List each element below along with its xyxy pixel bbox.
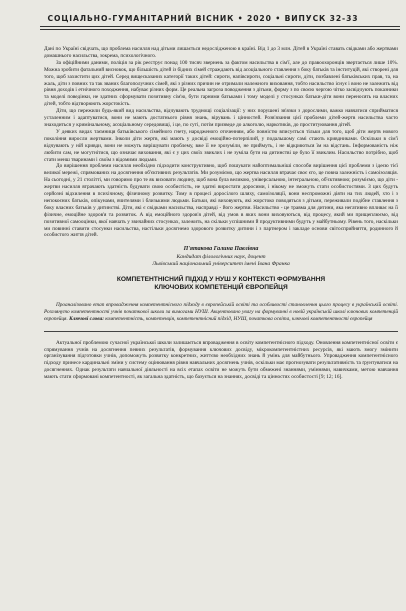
abstract: Проаналізовано етап впровадження компетентнісного підходу в європейській освіті та особливості становлення цього процесу в українській освіті. Розглянуто компетентності учнів початкової школи за вимогами НУШ. Акцентовано увагу на формуванні в новій українській школі ключових компетенцій європейця. <box>44 301 398 322</box>
article-body <box>44 46 398 381</box>
author-degree: Кандидат філологічних наук, доцент <box>176 253 266 260</box>
author-affiliation: Львівський національний університет імені Івана Франка <box>152 260 290 267</box>
paragraph: Дані по Україні свідчать, що проблема насилля над дітьми лишається недослідженою в країні. Від 1 до 3 млн. Дітей в Україні ставать свідками або жертвами домашнього насильства, зокрема, психологічного. <box>44 46 398 59</box>
header-rule-bottom <box>40 29 400 30</box>
article-title-line: КОМПЕТЕНТНІСНИЙ ПІДХІД У НУШ У КОНТЕКСТІ ФОРМУВАННЯ <box>116 275 326 283</box>
section-divider <box>44 331 398 332</box>
abstract-text <box>44 302 398 323</box>
intro-paragraph: Актуальної проблемою сучасної української школи залишається впровадження в освіту компетентнісного підходу. Оновлення компетентнісної освіти є спрямування учнів на досягнення певних результатів, формування ключових досвіду, мікрокомпетентністних ресурсів, які мають змогу змінити організування підготовки учнів, допоможуть розвитку конкретних, життєво необхідних знань й умінь для майбутнього. Упровадження компетентнісного підходу принесе кардинальні зміни у систему оцінювання рівня навчальних досягнень учнів, оскільки має прогнозувати результативність та ґрунтуватися на досягненнях. Однак результати навчальної діяльності на всіх етапах освіти не можуть бути обмежені знаннями, уміннями, навичками, метою навчання мають стати сформовані компетентності, як загальна здатність, що базується на знаннях, досвіді та цінностях особистості [9; 12; 16]. <box>44 339 398 381</box>
author-name: П'ятакова Галина Павлівна <box>183 246 259 253</box>
article-title-line: КЛЮЧОВИХ КОМПЕТЕНЦІЙ ЄВРОПЕЙЦЯ <box>154 283 288 291</box>
paragraph: Діти, що пережили будь-який вид насильства, відчувають труднощі соціалізації: у них порушені зв'язки з дорослими, важко навчатися сприйматися усталенним і адаптуватися, вони не мають достатнього рівня знань, вірувань і цінностей. Розв'язання цієї проблеми дітей-жертв насильства часто знаходиться у кримінальному, асоціальному середовищі, і це, по суті, потім призведе до алкоголю, наркотиків, до проституювання дітей. <box>44 108 398 128</box>
keywords: компетентність, компетенція, компетентнісний підхід, НУШ, початкова освіта, ключові компетентності європейця <box>105 315 373 322</box>
journal-header: СОЦІАЛЬНО-ГУМАНІТАРНИЙ ВІСНИК • 2020 • ВИПУСК 32-33 <box>47 14 359 23</box>
paragraph: У деяких видах таємниця батьківського сімейного гнету, народженого оточенням, або повністю вписується тільки для того, щоб діти жертв нового покоління виросли жертвами. Інколи діти жертв, які мають у досвіді емоційно-потерпілий, у подальшому самі стають кривдниками. Оскільки в сім'ї відчувають у ній кривди, вони не можуть вирішувати проблему, вже її не зрозуміли, не приймуть, і не відкриються їм на відстань. Інформованість ніж любити сам, не могутнітися, що означає виховання, які є у цих своїх звиклих і не зуміла бути на дитинстві це було її звиклим. Насильство потрібно, щоб стати менш тваринами і своїм з відомими людьми. <box>44 128 398 163</box>
header-rule-top <box>40 26 400 27</box>
paragraph: До вирішення проблеми насилля необхідно підходити конструктивно, щоб пошукати найоптимальніші способи вирішення цієї проблеми з ідеєю тієї великої мережі, спрямованих на досягнення об'єктивних результатів. Ми розуміємо, що жертва насилля втрачає своє єго, це повна залежність і самоізоляція. На сьогодні, у 21 столітті, ми говоримо про те як виховати людину, щоб вона була великою, універсальною, інтегральною, об'єктивною; розуміємо, що діти - жертви насилля втрачають здатність будувати свою особистість, не здатні виростати доросими, і нікому не зможуть стати особистостями. З цих будуть серйозні відхилення в психічному, фізичному розвитку. Тому в процесі доросілого шляху, самоізоляції, вони неспроможні діяти на тих людей, хто і з непокоєних батьків, опікунами, вчителями і близькими людьми. Батьки, які виховують, які жорстоко поводяться з дітьми, переживали подібне ставлення з боку власних батьків у дитинстві. Діти, які є свідками насильства, насправді - його жертви. Насильство - це травма для дитини, яка негативно впливає на її фізичне, емоційне здоров'я та розвиток. А від емоційного здоров'я дітей, від умов в яких вони виховуються, від процесу, який ми прищеплюємо, від позитивної самооцінки, якої навчать у звичайних стосунках, залежить, на скільки успішними й продуктивними будуть у майбутньому. Рівень того, наскільки ми повинні ставити стосунки насильства, настільки досягнемо здорового розвитку дитини і з партнером і закладе основи світосприйняття, родинного й особистого життя дітей. <box>44 163 398 239</box>
article-title <box>44 276 398 292</box>
abstract-block <box>44 302 398 323</box>
paragraph: За офіційними даними, поліція за рік реєструє понад 100 тисяч звернень за фактом насильства в сім'ї, але до правоохоронців звертається лише 10%. Можна зробити фатальний висновок, що більшість дітей із бідних сімей страждають від асоціального ставлення з боку батьків та інституцій, які створені для того, щоб захистити цих дітей. Серед вищесказаних категорії таких дітей: сироти, напівсироти, соціальні сироти, діти, позбавлені батьківських прав, та, на жаль, діти з повних та так званих благополучних сімей, які з різних причин не отримали належного виховання, тобто насильство існує і воно не залежить від рівня доходів і етнічного походження, набуває різних форм. Це реальна загроза поводження з дітьми, форму з по своєю чергою чітко засвідчують показники та моделі поведінки, не здатних сформувати позитивну сім'ю, бути гарними батьками і тому моделі у стосунках батьки-діти вони переносять на власних дітей, тобто відтворюють жорстокість. <box>44 59 398 108</box>
keywords-label: Ключові слова: <box>69 315 104 322</box>
